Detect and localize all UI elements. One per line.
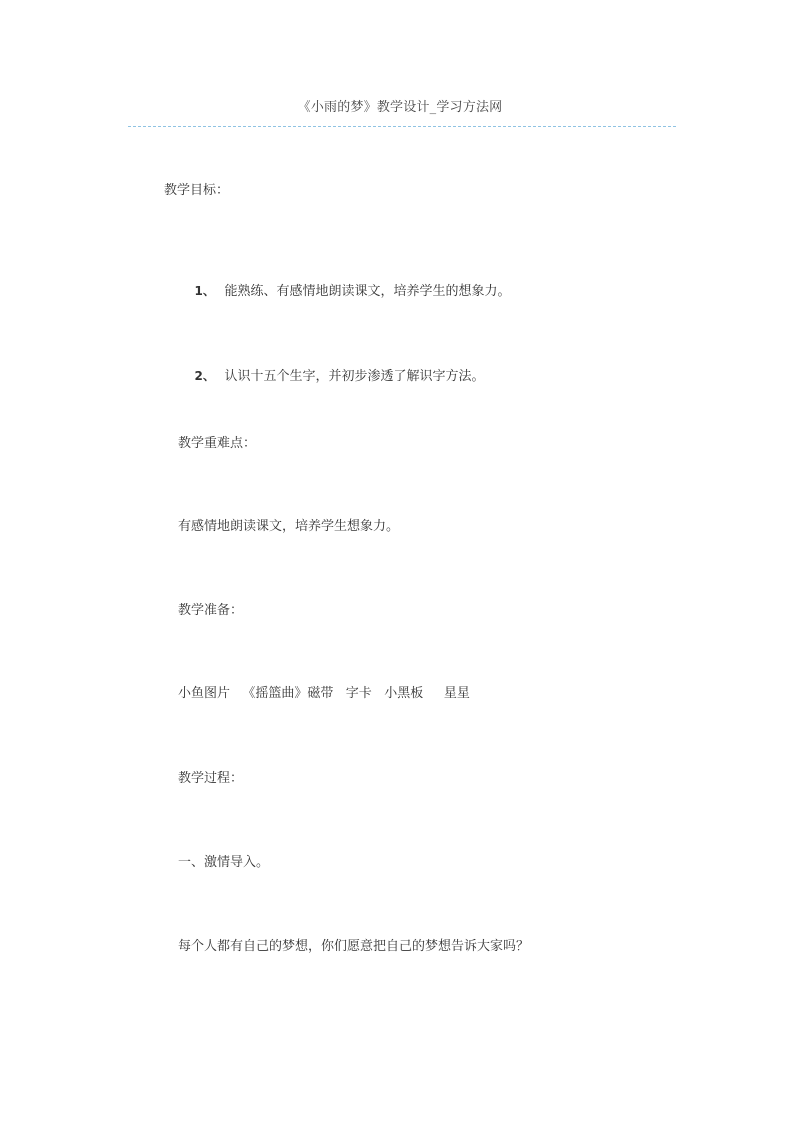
header-divider [128, 126, 676, 127]
section-1-title: 一、激情导入。 [178, 855, 270, 870]
document-header-title: 《小雨的梦》教学设计_学习方法网 [297, 100, 503, 115]
goal-item-1-text: 能熟练、有感情地朗读课文，培养学生的想象力。 [224, 284, 511, 299]
difficulty-heading: 教学重难点： [178, 436, 257, 451]
goal-item-2 [178, 352, 485, 401]
preparation-heading: 教学准备： [178, 603, 244, 618]
process-heading: 教学过程： [178, 771, 244, 786]
goal-item-1-number: 1、 [194, 284, 215, 298]
preparation-text: 小鱼图片 《摇篮曲》磁带 字卡 小黑板 星星 [178, 686, 470, 701]
goals-heading: 教学目标： [164, 183, 230, 198]
goal-item-1 [178, 267, 511, 316]
section-1-text: 每个人都有自己的梦想，你们愿意把自己的梦想告诉大家吗？ [178, 939, 530, 954]
goal-item-2-text: 认识十五个生字，并初步渗透了解识字方法。 [224, 369, 485, 384]
goal-item-2-number: 2、 [194, 369, 215, 383]
difficulty-text: 有感情地朗读课文，培养学生想象力。 [178, 519, 400, 534]
